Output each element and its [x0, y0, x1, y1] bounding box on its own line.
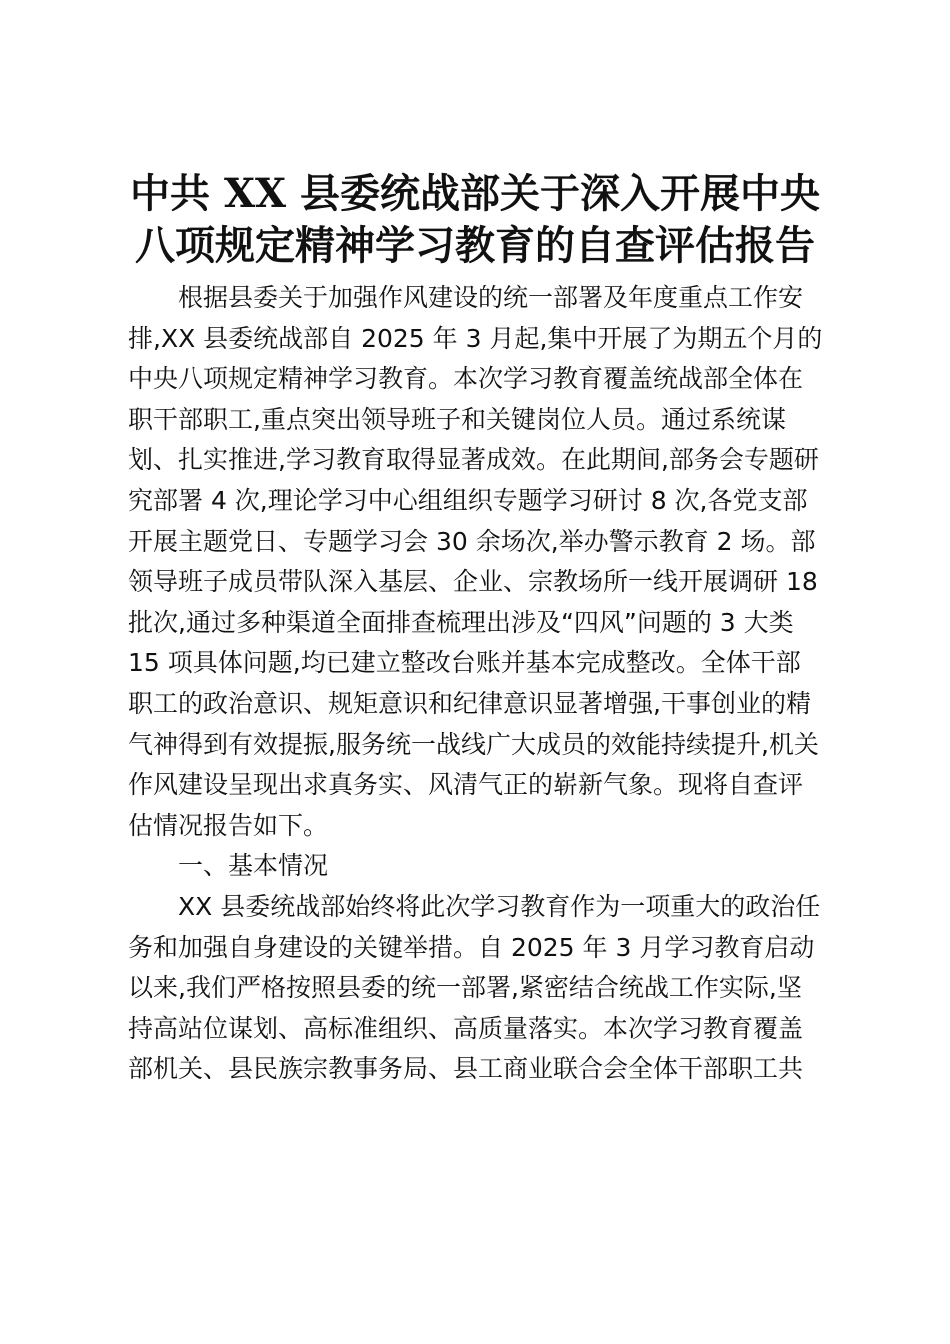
- intro-paragraph-line: 中央八项规定精神学习教育。本次学习教育覆盖统战部全体在: [128, 364, 804, 394]
- intro-paragraph-line: 15 项具体问题,均已建立整改台账并基本完成整改。全体干部: [128, 648, 801, 678]
- document-title: [0, 168, 950, 272]
- section-paragraph-line: 以来,我们严格按照县委的统一部署,紧密结合统战工作实际,坚: [128, 973, 802, 1003]
- intro-paragraph-line: 作风建设呈现出求真务实、风清气正的崭新气象。现将自查评: [128, 770, 804, 800]
- document-body: [128, 278, 840, 1090]
- section-paragraph-line: 持高站位谋划、高标准组织、高质量落实。本次学习教育覆盖: [128, 1013, 804, 1043]
- intro-paragraph-line: 开展主题党日、专题学习会 30 余场次,举办警示教育 2 场。部: [128, 526, 816, 556]
- intro-paragraph-line: 根据县委关于加强作风建设的统一部署及年度重点工作安: [178, 283, 804, 312]
- title-line-2: 八项规定精神学习教育的自查评估报告: [135, 222, 815, 269]
- intro-paragraph-line: 职干部职工,重点突出领导班子和关键岗位人员。通过系统谋: [128, 404, 786, 434]
- section-paragraph-line: 务和加强自身建设的关键举措。自 2025 年 3 月学习教育启动: [128, 932, 815, 962]
- section-paragraph-line: XX 县委统战部始终将此次学习教育作为一项重大的政治任: [178, 891, 821, 921]
- intro-paragraph-line: 领导班子成员带队深入基层、企业、宗教场所一线开展调研 18: [128, 567, 818, 597]
- section-heading: 一、基本情况: [178, 851, 329, 881]
- intro-paragraph-line: 划、扎实推进,学习教育取得显著成效。在此期间,部务会专题研: [128, 445, 819, 475]
- intro-paragraph-line: 气神得到有效提振,服务统一战线广大成员的效能持续提升,机关: [128, 729, 819, 759]
- intro-paragraph-line: 职工的政治意识、规矩意识和纪律意识显著增强,干事创业的精: [128, 688, 811, 718]
- intro-paragraph-line: 排,XX 县委统战部自 2025 年 3 月起,集中开展了为期五个月的: [128, 323, 823, 353]
- intro-paragraph-line: 究部署 4 次,理论学习中心组组织专题学习研讨 8 次,各党支部: [128, 485, 808, 515]
- title-line-1: 中共 XX 县委统战部关于深入开展中央: [130, 170, 820, 217]
- intro-paragraph-line: 批次,通过多种渠道全面排查梳理出涉及“四风”问题的 3 大类: [128, 607, 794, 637]
- section-paragraph-line: 部机关、县民族宗教事务局、县工商业联合会全体干部职工共: [128, 1054, 804, 1084]
- intro-paragraph-line: 估情况报告如下。: [128, 810, 329, 840]
